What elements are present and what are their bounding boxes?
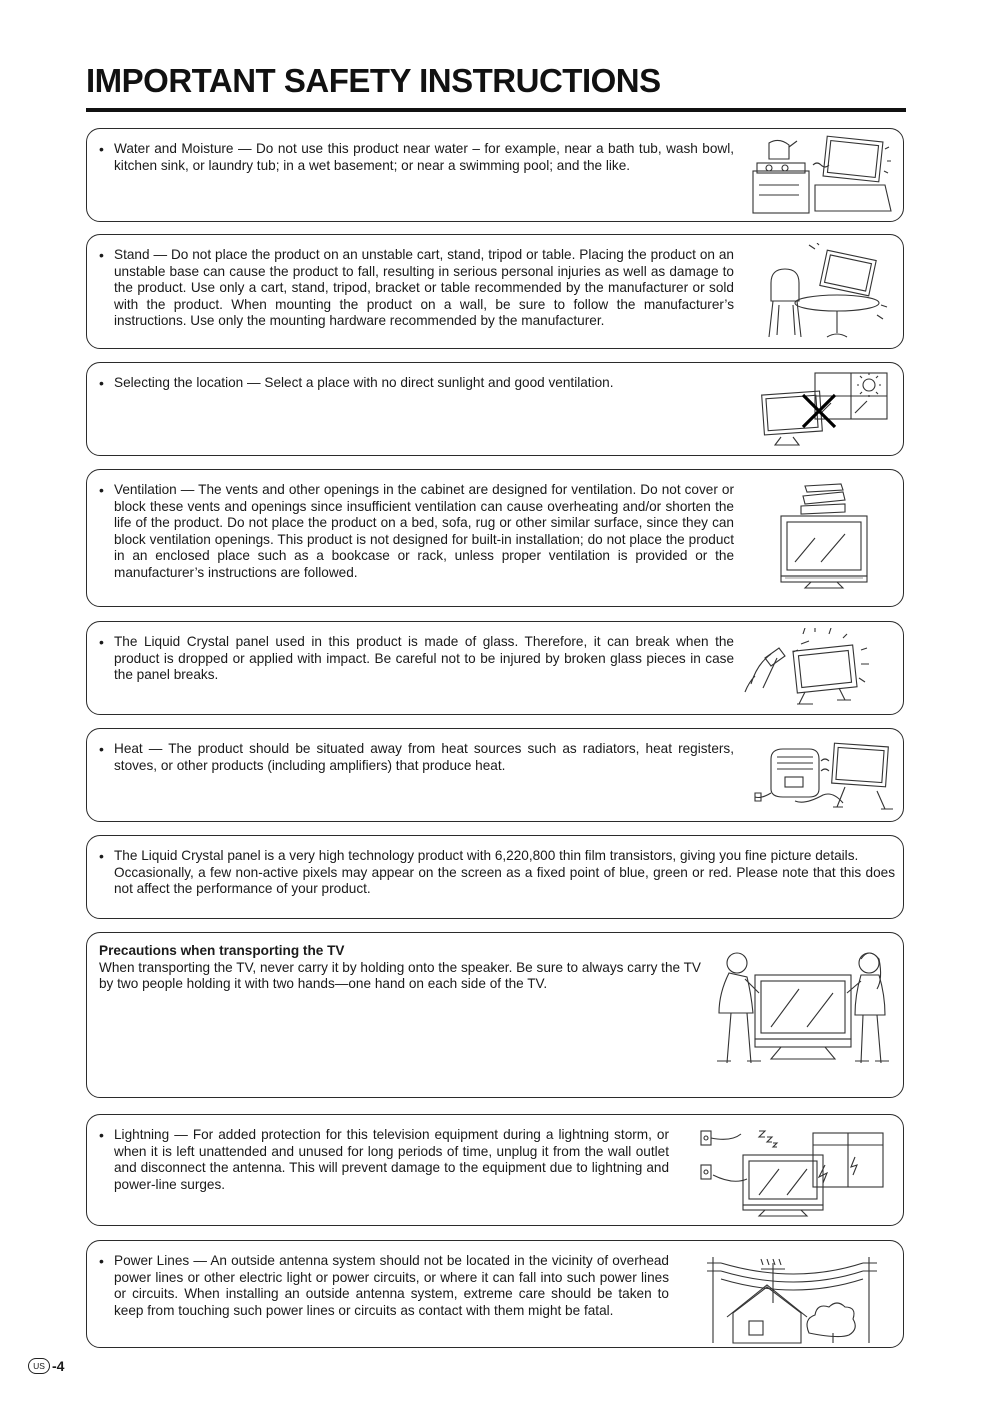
tv-covered-vents-icon xyxy=(775,482,875,590)
transport-text: When transporting the TV, never carry it by holding onto the speaker. Be sure to always carry the TV by two people holding it with two hands—one hand on each side of the TV. xyxy=(99,959,701,992)
title-rule xyxy=(86,108,906,112)
power-lines-text: • Power Lines — An outside antenna system should not be located in the vicinity of overhead power lines or other electric light or power circuits, or where it can fall into such power lines or circuits. When installing an outside antenna system, extreme care should be taken to keep from touching such power lines or circuits as contact with them might be fatal. xyxy=(99,1253,669,1319)
transport-text-block xyxy=(99,943,703,993)
section-ventilation xyxy=(86,469,904,607)
page-title: IMPORTANT SAFETY INSTRUCTIONS xyxy=(86,62,661,99)
pixels-text-paragraph-2: Occasionally, a few non-active pixels may appear on the screen as a fixed point of blue, green or red. Please note that this does not affect the performance of your product. xyxy=(114,864,895,897)
pixels-text xyxy=(99,848,895,898)
glass-panel-text: • The Liquid Crystal panel used in this product is made of glass. Therefore, it can break when the product is dropped or applied with impact. Be careful not to be injured by broken glass pieces in case the panel breaks. xyxy=(99,634,734,684)
section-glass-panel xyxy=(86,621,904,715)
region-badge: US xyxy=(28,1358,50,1374)
tv-on-unstable-table-icon xyxy=(763,243,893,343)
section-transport xyxy=(86,932,904,1098)
tv-near-kitchen-water-icon xyxy=(749,135,894,215)
two-people-carrying-tv-icon xyxy=(711,949,895,1069)
section-pixels xyxy=(86,835,904,919)
tv-sunlight-window-icon xyxy=(759,369,894,449)
ventilation-text: • Ventilation — The vents and other openings in the cabinet are designed for ventilation. Do not cover or block these vents and openings since insufficient ventilation can cause overheating and/or shorten the life of the product. Do not place the product on a bed, sofa, rug or other similar surface, since they can block ventilation openings. This product is not designed for built-in installation; do not place the product in an enclosed place such as a bookcase or rack, unless proper ventilation is provided or the manufacturer’s instructions are followed. xyxy=(99,482,734,582)
section-power-lines xyxy=(86,1240,904,1348)
unplugged-tv-storm-icon xyxy=(695,1125,891,1221)
page-number: -4 xyxy=(52,1358,65,1374)
section-heat xyxy=(86,728,904,822)
section-water-moisture xyxy=(86,128,904,222)
selecting-location-text: • Selecting the location — Select a place with no direct sunlight and good ventilation. xyxy=(99,375,734,392)
lightning-text: • Lightning — For added protection for this television equipment during a lightning storm, or when it is left unattended and unused for long periods of time, unplug it from the wall outlet and disconnect the antenna. This will prevent damage to the equipment due to lightning and power-line surges. xyxy=(99,1127,669,1193)
heat-text: • Heat — The product should be situated away from heat sources such as radiators, heat registers, stoves, or other products (including amplifiers) that produce heat. xyxy=(99,741,734,774)
pixels-text-paragraph-1: • The Liquid Crystal panel is a very high technology product with 6,220,800 thin film transistors, giving you fine picture details. xyxy=(114,848,859,863)
section-selecting-location xyxy=(86,362,904,456)
page-footer xyxy=(28,1358,64,1374)
transport-heading: Precautions when transporting the TV xyxy=(99,943,345,958)
stand-text: • Stand — Do not place the product on an unstable cart, stand, tripod or table. Placing the product on an unstable base can cause the product to fall, resulting in serious personal injuries as well as damage to the product. Use only a cart, stand, tripod, bracket or table recommended by the manufacturer or sold with the product. When mounting the product on a wall, be sure to follow the manufacturer’s instructions. Use only the mounting hardware recommended by the manufacturer. xyxy=(99,247,734,330)
section-lightning xyxy=(86,1114,904,1226)
water-moisture-text: • Water and Moisture — Do not use this product near water – for example, near a bath tub, wash bowl, kitchen sink, or laundry tub; in a wet basement; or near a swimming pool; and the like. xyxy=(99,141,734,174)
hammer-hitting-tv-icon xyxy=(743,628,888,712)
section-stand xyxy=(86,234,904,349)
antenna-near-power-lines-icon xyxy=(697,1247,893,1345)
heater-near-tv-icon xyxy=(751,737,896,817)
